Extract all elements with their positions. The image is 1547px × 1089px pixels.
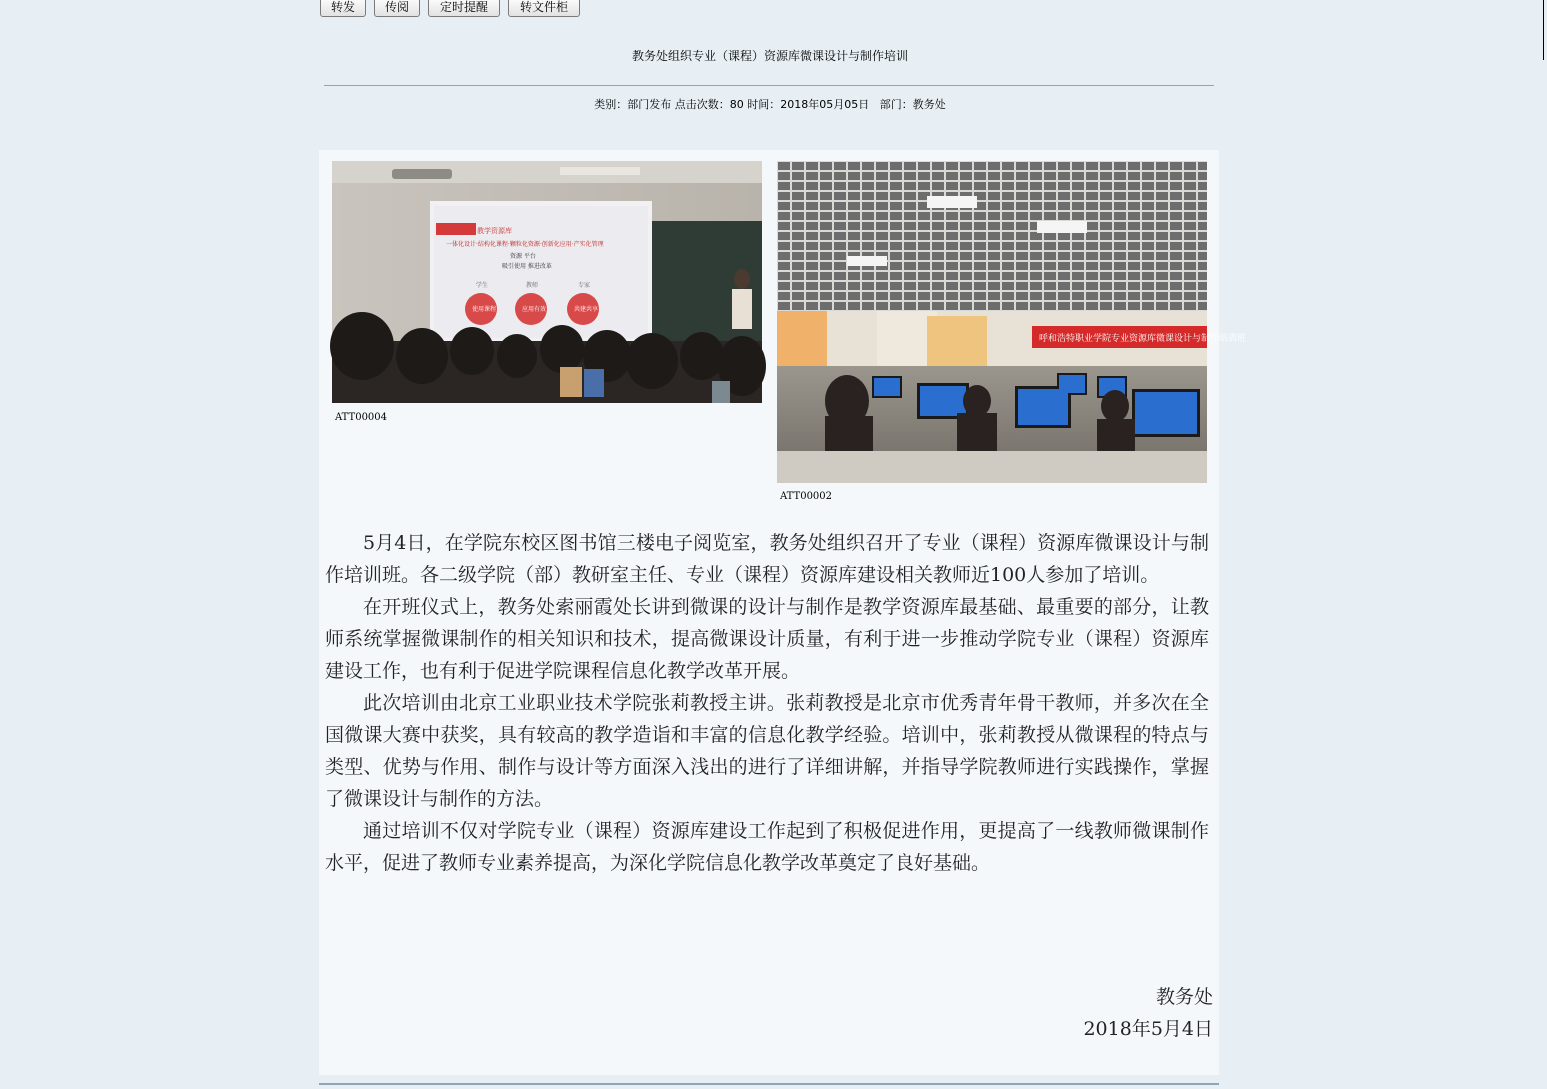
article-paragraph-3: 此次培训由北京工业职业技术学院张莉教授主讲。张莉教授是北京市优秀青年骨干教师，并多次在全国微课大赛中获奖，具有较高的教学造诣和丰富的信息化教学经验。培训中，张莉教授从微课程的特点与类型、优势与作用、制作与设计等方面深入浅出的进行了详细讲解，并指导学院教师进行实践操作，掌握了微课设计与制作的方法。 — [325, 692, 1209, 810]
slide-banner-text: 教学资源库 — [477, 227, 512, 235]
article-content — [319, 150, 1247, 1075]
article-paragraph-4: 通过培训不仅对学院专业（课程）资源库建设工作起到了积极促进作用，更提高了一线教师微课制作水平，促进了教师专业素养提高，为深化学院信息化教学改革奠定了良好基础。 — [325, 820, 1209, 874]
slide-line-2: 资源 平台 — [510, 253, 536, 260]
article-paragraph-2: 在开班仪式上，教务处索丽霞处长讲到微课的设计与制作是教学资源库最基础、最重要的部分，让教师系统掌握微课制作的相关知识和技术，提高微课设计质量，有利于进一步推动学院专业（课程）资源库建设工作，也有利于促进学院课程信息化教学改革开展。 — [325, 596, 1209, 682]
slide-line-3: 吸引使用 推进改革 — [502, 263, 552, 270]
slide-circle-2: 应用有效 — [522, 306, 547, 313]
slide-circle-3: 共建共享 — [574, 306, 599, 313]
circulate-button[interactable]: 传阅 — [374, 0, 420, 17]
lecture-photo[interactable] — [332, 161, 762, 403]
signature-date: 2018年5月4日 — [1083, 1018, 1213, 1040]
photo-caption-1: ATT00004 — [335, 412, 388, 423]
window-edge — [1543, 0, 1544, 60]
lab-banner-text: 呼和浩特职业学院专业资源库微课设计与制作培训班 — [1039, 334, 1247, 344]
file-cabinet-button[interactable]: 转文件柜 — [508, 0, 580, 17]
footer-divider — [319, 1083, 1219, 1085]
computer-lab-photo[interactable] — [777, 161, 1247, 483]
forward-button[interactable]: 转发 — [320, 0, 366, 17]
timed-reminder-button[interactable]: 定时提醒 — [428, 0, 500, 17]
slide-line-1: 一体化设计·结构化课程·颗粒化资源·创新化应用·产实化管理 — [446, 241, 604, 248]
article-paragraph-1: 5月4日，在学院东校区图书馆三楼电子阅览室，教务处组织召开了专业（课程）资源库微课设计与制作培训班。各二级学院（部）教研室主任、专业（课程）资源库建设相关教师近100人参加了培训。 — [325, 532, 1209, 586]
photo-caption-2: ATT00002 — [780, 491, 833, 502]
page-title: 教务处组织专业（课程）资源库微课设计与制作培训 — [631, 49, 908, 63]
title-divider — [324, 85, 1214, 86]
signature: 教务处 — [1155, 986, 1213, 1008]
article-body — [325, 527, 1209, 879]
slide-top-label-1: 学生 — [476, 282, 489, 289]
article-meta: 类别：部门发布 点击次数：80 时间：2018年05月05日 部门：教务处 — [594, 98, 946, 111]
slide-top-label-2: 教师 — [526, 282, 539, 289]
slide-circle-1: 使用课程 — [472, 306, 497, 313]
slide-top-label-3: 专家 — [578, 282, 591, 289]
